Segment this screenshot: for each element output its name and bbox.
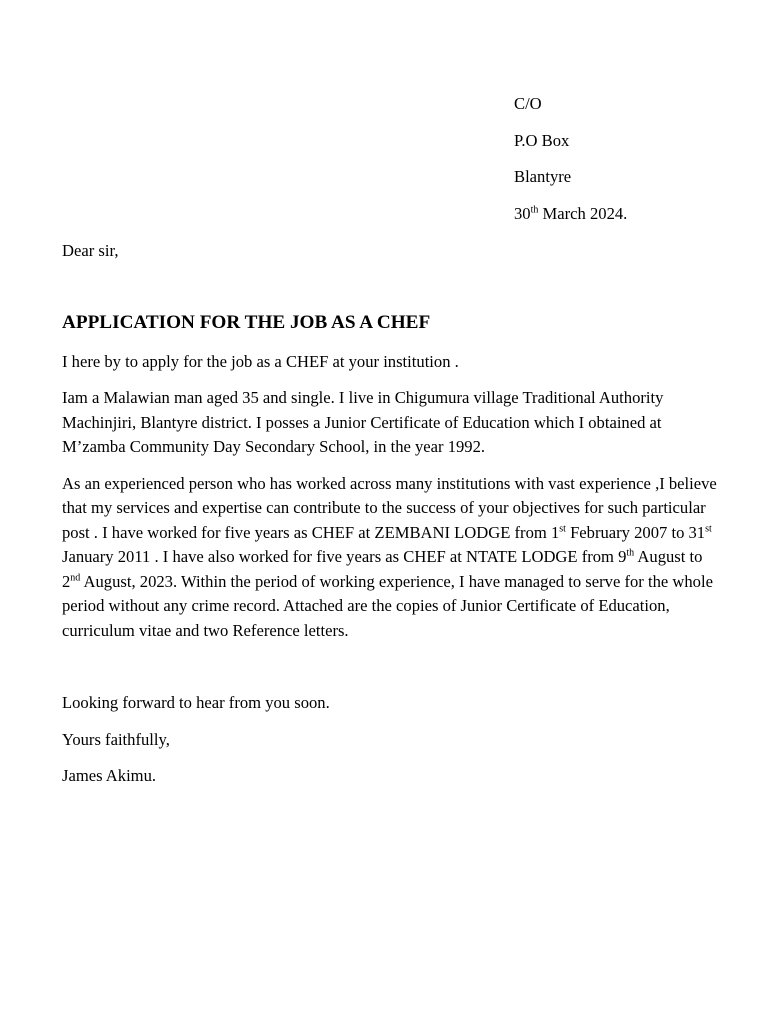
signoff: Yours faithfully, bbox=[62, 729, 170, 749]
letter-date bbox=[514, 202, 627, 226]
date-day: 30 bbox=[514, 203, 531, 223]
date-month-year: March 2024. bbox=[538, 203, 628, 223]
address-line-city: Blantyre bbox=[514, 167, 572, 186]
salutation: Dear sir, bbox=[62, 241, 119, 260]
experience-text-2: February 2007 to 31 bbox=[565, 522, 706, 542]
letter-body bbox=[62, 239, 722, 801]
paragraph-experience bbox=[62, 472, 722, 644]
spacer bbox=[62, 655, 722, 691]
address-line-po-box: P.O Box bbox=[514, 130, 570, 150]
letter-title: APPLICATION FOR THE JOB AS A CHEF bbox=[62, 311, 431, 333]
experience-text-1: As an experienced person who has worked across many institutions with vast experience ,I believe that my services and expertise can contribute to the success of your objectives for such particular post . I have worked for five years as CHEF at ZEMBANI LODGE from 1 bbox=[62, 473, 717, 542]
signature-name: James Akimu. bbox=[62, 766, 157, 785]
ordinal-suffix: st bbox=[559, 522, 566, 534]
ordinal-suffix: th bbox=[626, 547, 635, 559]
paragraph-intro: I here by to apply for the job as a CHEF at your institution . bbox=[62, 351, 459, 371]
sender-address-block bbox=[514, 92, 627, 238]
address-line-co: C/O bbox=[514, 94, 542, 113]
experience-text-5: August, 2023. Within the period of working experience, I have managed to serve for the whole period without any crime record. Attached are the copies of Junior Certificate of Education, curriculum vitae and two Reference letters. bbox=[62, 571, 713, 640]
ordinal-suffix: st bbox=[705, 522, 712, 534]
experience-text-3: January 2011 . I have also worked for five years as CHEF at NTATE LODGE from 9 bbox=[62, 547, 627, 566]
closing-line: Looking forward to hear from you soon. bbox=[62, 693, 330, 712]
ordinal-suffix: nd bbox=[70, 571, 81, 583]
date-day-suffix: th bbox=[530, 203, 539, 215]
paragraph-background: Iam a Malawian man aged 35 and single. I live in Chigumura village Traditional Authority Machinjiri, Blantyre district. I posses a Junior Certificate of Education which I obtained at M’zamba Community Day Secondary School, in the year 1992. bbox=[62, 388, 664, 456]
experience-text-4: August to 2 bbox=[62, 547, 703, 591]
